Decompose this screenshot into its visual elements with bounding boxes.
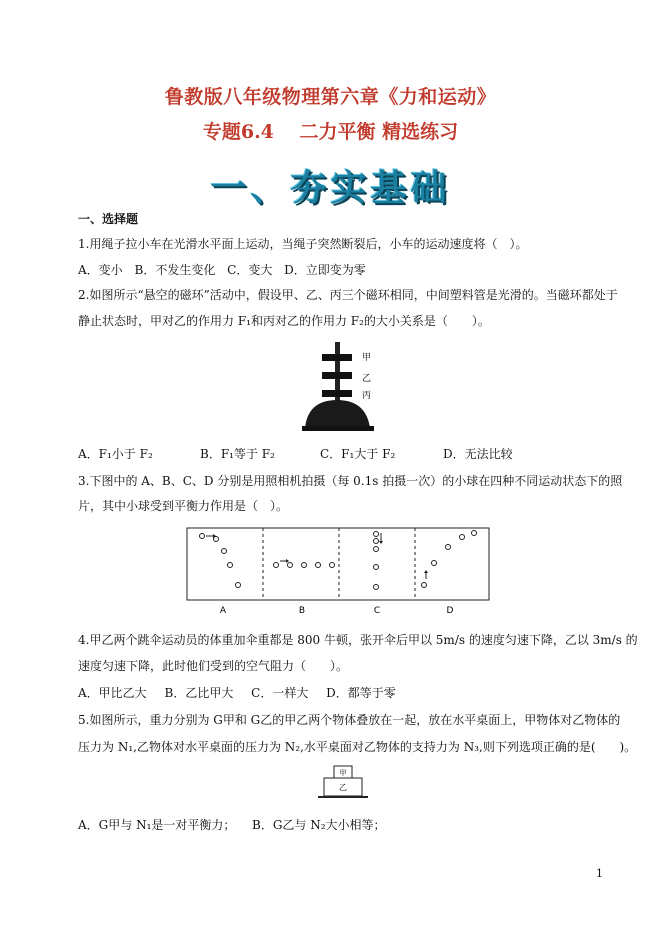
section-banner: 一、夯实基础 <box>210 168 451 209</box>
page-number: 1 <box>596 867 603 880</box>
q1-option-b: B．不发生变化 <box>134 263 216 277</box>
q5-option-a: A．G甲与 N₁是一对平衡力； <box>78 818 236 832</box>
block-label-jia: 甲 <box>339 769 347 777</box>
q2-option-a: A．F₁小于 F₂ <box>78 447 153 461</box>
q4-line1: 4.甲乙两个跳伞运动员的体重加伞重都是 800 牛顿，张开伞后甲以 5m/s 的速度匀速下降，乙以 3m/s 的 <box>78 633 638 647</box>
magnet-rings-figure <box>300 338 390 433</box>
panel-label-b: B <box>298 606 306 616</box>
q1-option-d: D．立即变为零 <box>284 263 366 277</box>
label-jia: 甲 <box>362 353 372 363</box>
q2-line1: 2.如图所示“悬空的磁环”活动中，假设甲、乙、丙三个磁环相同，中间塑料管是光滑的。当磁环都处于 <box>78 288 618 302</box>
panel-label-a: A <box>219 606 227 616</box>
label-yi: 乙 <box>362 374 372 384</box>
q4-option-b: B．乙比甲大 <box>164 686 234 700</box>
q1-option-c: C．变大 <box>227 263 273 277</box>
q5-line2: 压力为 N₁,乙物体对水平桌面的压力为 N₂,水平桌面对乙物体的支持力为 N₃,则下列选项正确的是( )。 <box>78 740 637 754</box>
panel-label-c: C <box>373 606 381 616</box>
q4-option-c: C．一样大 <box>251 686 309 700</box>
q4-option-a: A．甲比乙大 <box>78 686 147 700</box>
q2-option-b: B．F₁等于 F₂ <box>200 447 275 461</box>
panel-label-d: D <box>446 606 454 616</box>
document-subtitle: 专题6.4 二力平衡 精选练习 <box>202 121 459 143</box>
stacked-blocks-figure <box>318 764 368 802</box>
q4-line2: 速度匀速下降，此时他们受到的空气阻力（ ）。 <box>78 659 349 673</box>
q5-line1: 5.如图所示，重力分别为 G甲和 G乙的甲乙两个物体叠放在一起，放在水平桌面上，甲物体对乙物体的 <box>78 713 621 727</box>
motion-photos-figure <box>186 527 490 617</box>
q5-option-b: B．G乙与 N₂大小相等； <box>252 818 386 832</box>
q3-line1: 3.下图中的 A、B、C、D 分别是用照相机拍摄（每 0.1s 拍摄一次）的小球在四种不同运动状态下的照 <box>78 474 623 488</box>
q1-options <box>78 261 366 279</box>
q1-text: 1.用绳子拉小车在光滑水平面上运动，当绳子突然断裂后，小车的运动速度将（ ）。 <box>78 237 528 251</box>
block-label-yi: 乙 <box>339 783 347 792</box>
label-bing: 丙 <box>362 391 372 401</box>
section-label: 一、选择题 <box>78 212 139 226</box>
document-title: 鲁教版八年级物理第六章《力和运动》 <box>164 86 497 108</box>
q2-option-d: D．无法比较 <box>443 447 513 461</box>
q1-option-a: A．变小 <box>78 263 123 277</box>
q4-option-d: D．都等于零 <box>326 686 396 700</box>
q2-option-c: C．F₁大于 F₂ <box>320 447 396 461</box>
q2-line2: 静止状态时，甲对乙的作用力 F₁和丙对乙的作用力 F₂的大小关系是（ ）。 <box>78 314 490 328</box>
q4-options <box>78 684 396 702</box>
q3-line2: 片，其中小球受到平衡力作用是（ ）。 <box>78 499 289 513</box>
